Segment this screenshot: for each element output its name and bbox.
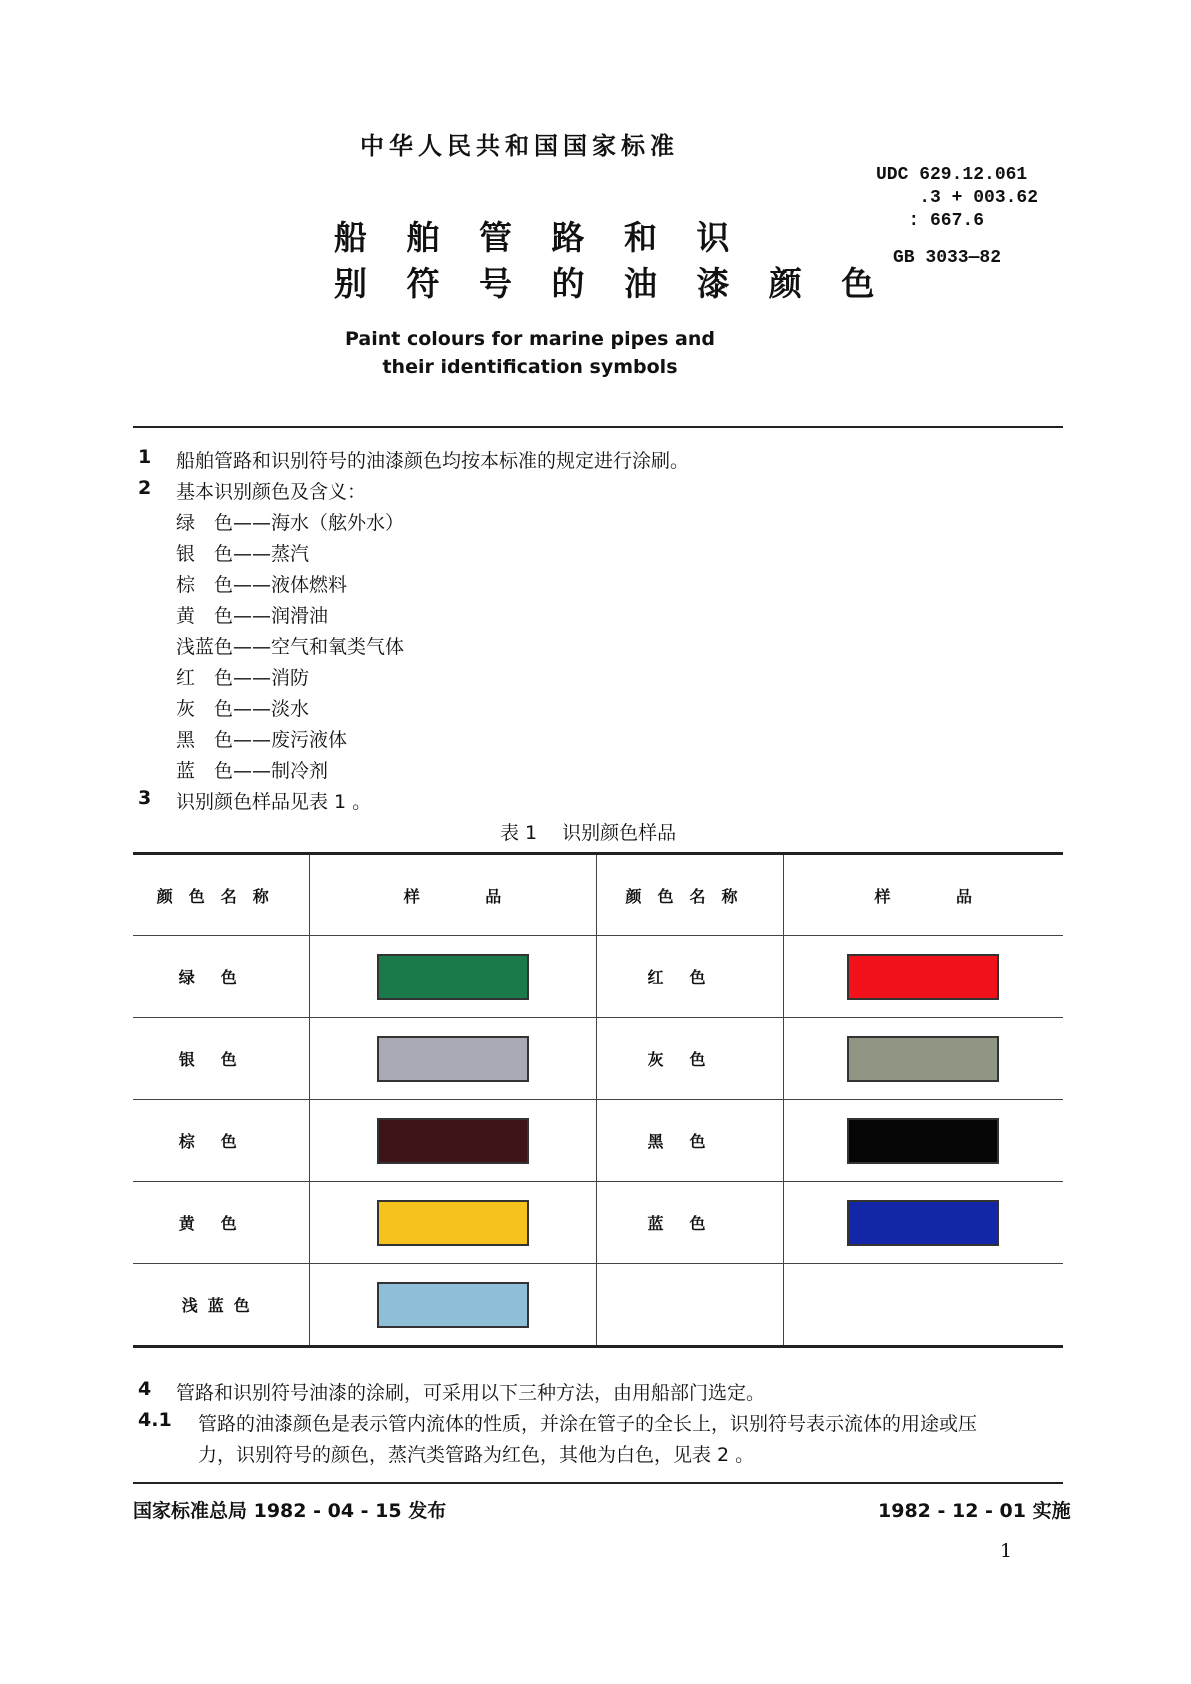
clause-1-text: 船舶管路和识别符号的油漆颜色均按本标准的规定进行涂刷。 [176,450,690,472]
list-item: 银 色——蒸汽 [176,543,310,565]
udc-line2: .3 + 003.62 [876,188,1039,208]
sample-cell [309,936,596,1018]
document-title-line1: 船 舶 管 路 和 识 [334,218,744,257]
issue-date: 国家标准总局 1982 - 04 - 15 发布 [133,1500,447,1522]
header-color-name: 颜色名称 [133,854,309,936]
header-sample: 样 品 [309,854,596,936]
sample-cell [309,1018,596,1100]
table-header-row [133,854,1063,936]
udc-line1: UDC 629.12.061 [876,165,1028,185]
list-item: 蓝 色——制冷剂 [176,760,329,782]
color-swatch [847,954,999,1000]
sample-cell [309,1264,596,1347]
header-sample: 样 品 [783,854,1063,936]
clause-4-1-text-line1: 管路的油漆颜色是表示管内流体的性质，并涂在管子的全长上，识别符号表示流体的用途或压 [198,1413,978,1435]
english-title-line1: Paint colours for marine pipes and [345,328,715,350]
empty-cell [596,1264,783,1347]
color-name-cell: 黄色 [133,1182,309,1264]
clause-4-1-number: 4.1 [138,1409,172,1431]
color-swatch [377,954,529,1000]
list-item: 浅蓝色——空气和氧类气体 [176,636,405,658]
standard-title: 中华人民共和国国家标准 [360,132,679,160]
color-swatch [377,1200,529,1246]
table-row [133,1264,1063,1347]
sample-cell [783,1018,1063,1100]
table-row [133,1018,1063,1100]
gb-code: GB 3033—82 [893,248,1002,268]
empty-cell [783,1264,1063,1347]
header-divider [133,426,1063,428]
clause-3-number: 3 [138,787,152,809]
english-title-line2: their identification symbols [382,356,678,378]
color-sample-table [133,852,1063,1348]
table-row [133,936,1063,1018]
color-name-cell: 银色 [133,1018,309,1100]
color-swatch [847,1036,999,1082]
list-item: 黄 色——润滑油 [176,605,329,627]
sample-cell [783,1182,1063,1264]
color-swatch [377,1282,529,1328]
color-swatch [847,1118,999,1164]
document-title-line2: 别 符 号 的 油 漆 颜 色 [334,264,889,303]
list-item: 黑 色——废污液体 [176,729,348,751]
page-number: 1 [1000,1540,1013,1562]
effective-date: 1982 - 12 - 01 实施 [878,1500,1071,1522]
color-name-cell: 灰色 [596,1018,783,1100]
sample-cell [309,1182,596,1264]
clause-4-1-text-line2: 力，识别符号的颜色，蒸汽类管路为红色，其他为白色，见表 2 。 [198,1444,755,1466]
clause-4-text: 管路和识别符号油漆的涂刷，可采用以下三种方法，由用船部门选定。 [176,1382,766,1404]
color-meaning-list [176,508,404,787]
table-caption: 表 1 识别颜色样品 [500,822,677,844]
table-row [133,1182,1063,1264]
color-name-cell: 红色 [596,936,783,1018]
clause-1-number: 1 [138,446,152,468]
sample-cell [783,936,1063,1018]
color-name-cell: 棕色 [133,1100,309,1182]
clause-2-number: 2 [138,477,152,499]
list-item: 灰 色——淡水 [176,698,310,720]
color-swatch [377,1118,529,1164]
list-item: 红 色——消防 [176,667,310,689]
udc-line3: : 667.6 [876,211,985,231]
color-name-cell: 黑色 [596,1100,783,1182]
color-name-cell: 绿色 [133,936,309,1018]
sample-cell [309,1100,596,1182]
header-color-name: 颜色名称 [596,854,783,936]
udc-code [876,164,1038,233]
clause-3-text: 识别颜色样品见表 1 。 [176,791,372,813]
color-name-cell: 浅蓝色 [133,1264,309,1347]
color-swatch [377,1036,529,1082]
sample-cell [783,1100,1063,1182]
table-row [133,1100,1063,1182]
footer-divider [133,1482,1063,1484]
list-item: 绿 色——海水（舷外水） [176,512,405,534]
clause-4-number: 4 [138,1378,152,1400]
color-swatch [847,1200,999,1246]
clause-2-text: 基本识别颜色及含义： [176,481,367,503]
color-name-cell: 蓝色 [596,1182,783,1264]
list-item: 棕 色——液体燃料 [176,574,348,596]
